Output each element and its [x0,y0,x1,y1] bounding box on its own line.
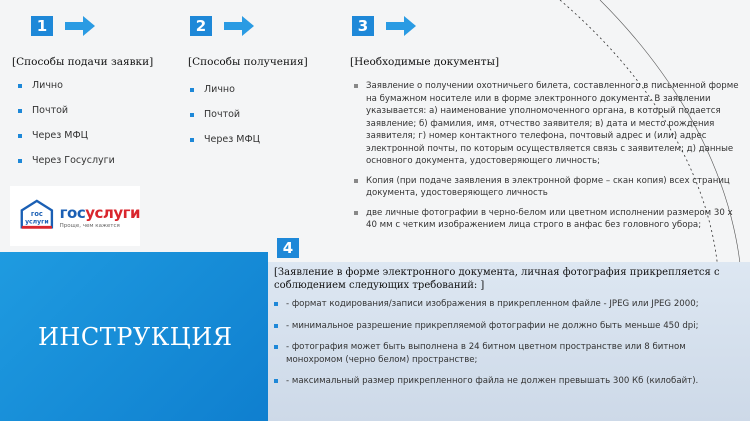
receipt-methods-list [190,84,260,159]
banner-title: ИНСТРУКЦИЯ [38,322,233,351]
step-3-number: 3 [352,16,374,36]
requirements-heading: [Заявление в форме электронного документа, личная фотография прикрепляется с соблюдением следующих требований: ] [274,267,720,291]
submission-methods-list [18,80,115,180]
list-item: Почтой [190,109,260,121]
emblem-top-text: гос [30,210,43,218]
instruction-banner [0,252,268,421]
gosuslugi-logo [10,186,140,246]
list-item: Почтой [18,105,115,117]
list-item: - максимальный размер прикрепленного файла не должен превышать 300 Кб (килобайт). [272,375,742,388]
step-4-number: 4 [277,238,299,258]
required-documents-title: [Необходимые документы] [350,56,500,68]
list-item: Через МФЦ [18,130,115,142]
arrow-right-icon [386,16,416,36]
list-item: Через Госуслуги [18,155,115,167]
step-4-marker [277,238,299,258]
required-documents-list [352,80,744,239]
logo-brand-part-b: услуги [85,203,140,222]
submission-methods-title: [Способы подачи заявки] [12,56,154,68]
requirements-list [272,298,742,397]
list-item: - фотография может быть выполнена в 24 битном цветном пространстве или 8 битном монохромом (черно белом) пространстве; [272,341,742,366]
gosuslugi-emblem-icon [18,196,56,236]
list-item: - минимальное разрешение прикрепляемой фотографии не должно быть меньше 450 dpi; [272,320,742,333]
list-item: Лично [190,84,260,96]
logo-slogan: Проще, чем кажется [59,222,120,229]
list-item: Копия (при подаче заявления в электронной форме – скан копия) всех страниц документа, удостоверяющего личность [352,175,744,200]
receipt-methods-title: [Способы получения] [188,56,308,68]
arrow-right-icon [224,16,254,36]
logo-brand-part-a: гос [59,203,86,222]
arrow-right-icon [65,16,95,36]
list-item: две личные фотографии в черно-белом или цветном исполнении размером 30 х 40 мм с четким изображением лица строго в анфас без головного убора; [352,207,744,232]
emblem-bottom-text: услуги [25,218,49,226]
step-1-marker [31,16,95,36]
step-2-number: 2 [190,16,212,36]
step-1-number: 1 [31,16,53,36]
list-item: Лично [18,80,115,92]
logo-brand [60,204,140,222]
step-3-marker [352,16,416,36]
list-item: Заявление о получении охотничьего билета, составленного в письменной форме на бумажном носителе или в форме электронного документа. В заявлении указывается: а) наименование уполномоченного органа, в который подается заявление; б) фамилия, имя, отчество заявителя; в) дата и место рождения заявителя; г) номер контактного телефона, почтовый адрес и (или) адрес электронной почты, по которым осуществляется связь с заявителем; д) данные основного документа, удостоверяющего личность; [352,80,744,168]
list-item: - формат кодирования/записи изображения в прикрепленном файле - JPEG или JPEG 2000; [272,298,742,311]
step-2-marker [190,16,254,36]
list-item: Через МФЦ [190,134,260,146]
